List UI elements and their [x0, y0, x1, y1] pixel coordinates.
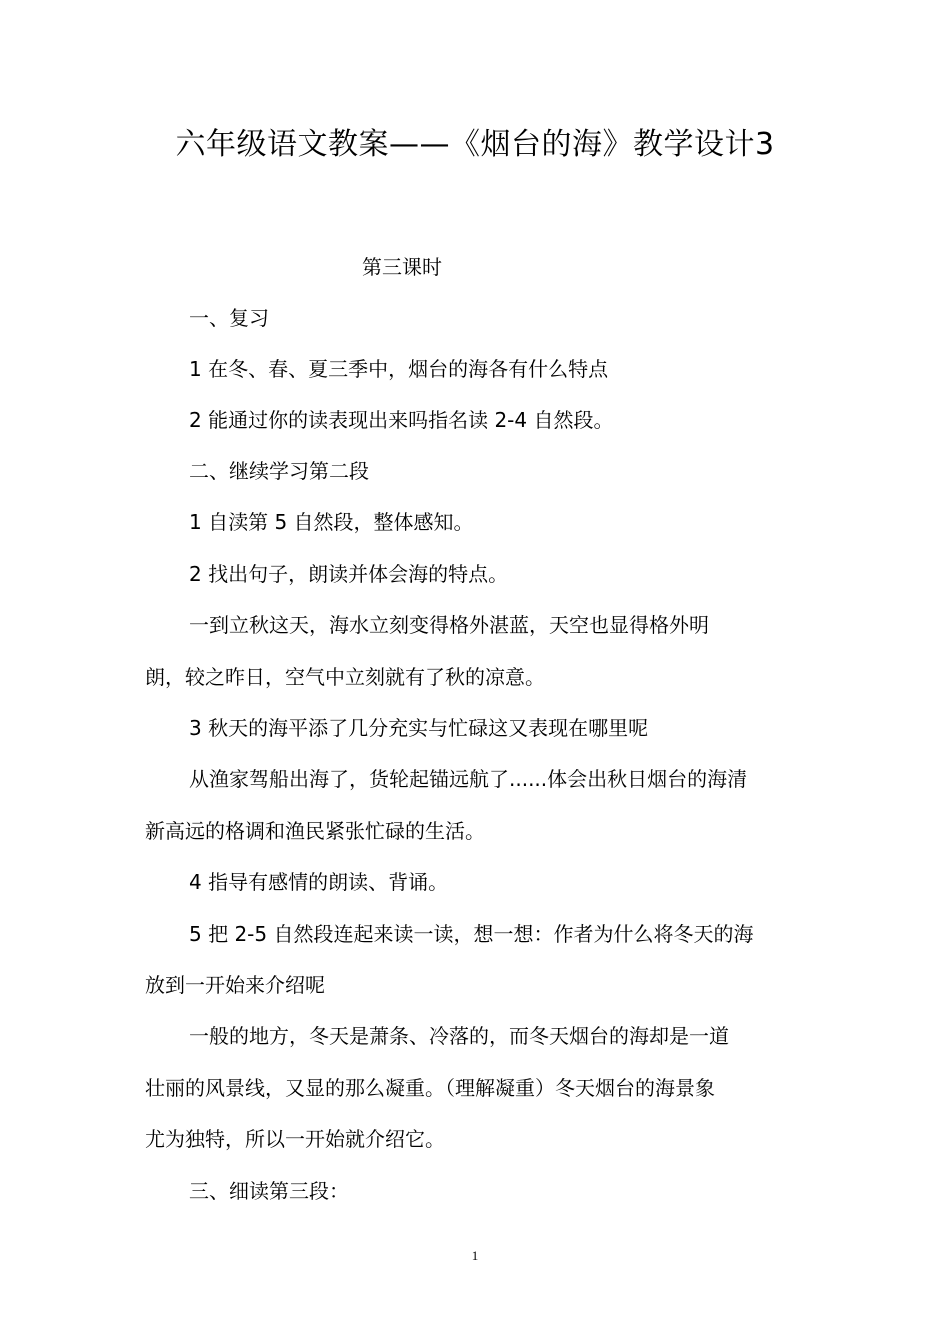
paragraph-line: 2 找出句子，朗读并体会海的特点。	[189, 562, 509, 586]
paragraph-line: 从渔家驾船出海了，货轮起锚远航了......体会出秋日烟台的海清	[189, 767, 748, 791]
section-heading-review: 一、复习	[189, 306, 269, 330]
paragraph-line: 4 指导有感情的朗读、背诵。	[189, 870, 449, 894]
paragraph-line: 朗，较之昨日，空气中立刻就有了秋的凉意。	[145, 665, 545, 689]
paragraph-line: 3 秋天的海平添了几分充实与忙碌这又表现在哪里呢	[189, 716, 649, 740]
lesson-subtitle: 第三课时	[362, 255, 442, 279]
paragraph-line: 壮丽的风景线，又显的那么凝重。（理解凝重）冬天烟台的海景象	[145, 1076, 715, 1100]
paragraph-line: 一般的地方，冬天是萧条、冷落的，而冬天烟台的海却是一道	[189, 1024, 729, 1048]
paragraph-line: 尤为独特，所以一开始就介绍它。	[145, 1127, 445, 1151]
page-number: 1	[471, 1248, 479, 1263]
paragraph-line: 放到一开始来介绍呢	[145, 973, 325, 997]
paragraph-line: 2 能通过你的读表现出来吗指名读 2-4 自然段。	[189, 408, 614, 432]
paragraph-line: 一到立秋这天，海水立刻变得格外湛蓝，天空也显得格外明	[189, 613, 709, 637]
paragraph-line: 1 在冬、春、夏三季中，烟台的海各有什么特点	[189, 357, 609, 381]
document-title: 六年级语文教案——《烟台的海》教学设计3	[175, 127, 775, 162]
section-heading-continue: 二、继续学习第二段	[189, 459, 369, 483]
paragraph-line: 5 把 2-5 自然段连起来读一读，想一想：作者为什么将冬天的海	[189, 922, 754, 946]
paragraph-line: 新高远的格调和渔民紧张忙碌的生活。	[145, 819, 485, 843]
section-heading-third: 三、细读第三段：	[189, 1179, 349, 1203]
paragraph-line: 1 自渎第 5 自然段，整体感知。	[189, 510, 474, 534]
